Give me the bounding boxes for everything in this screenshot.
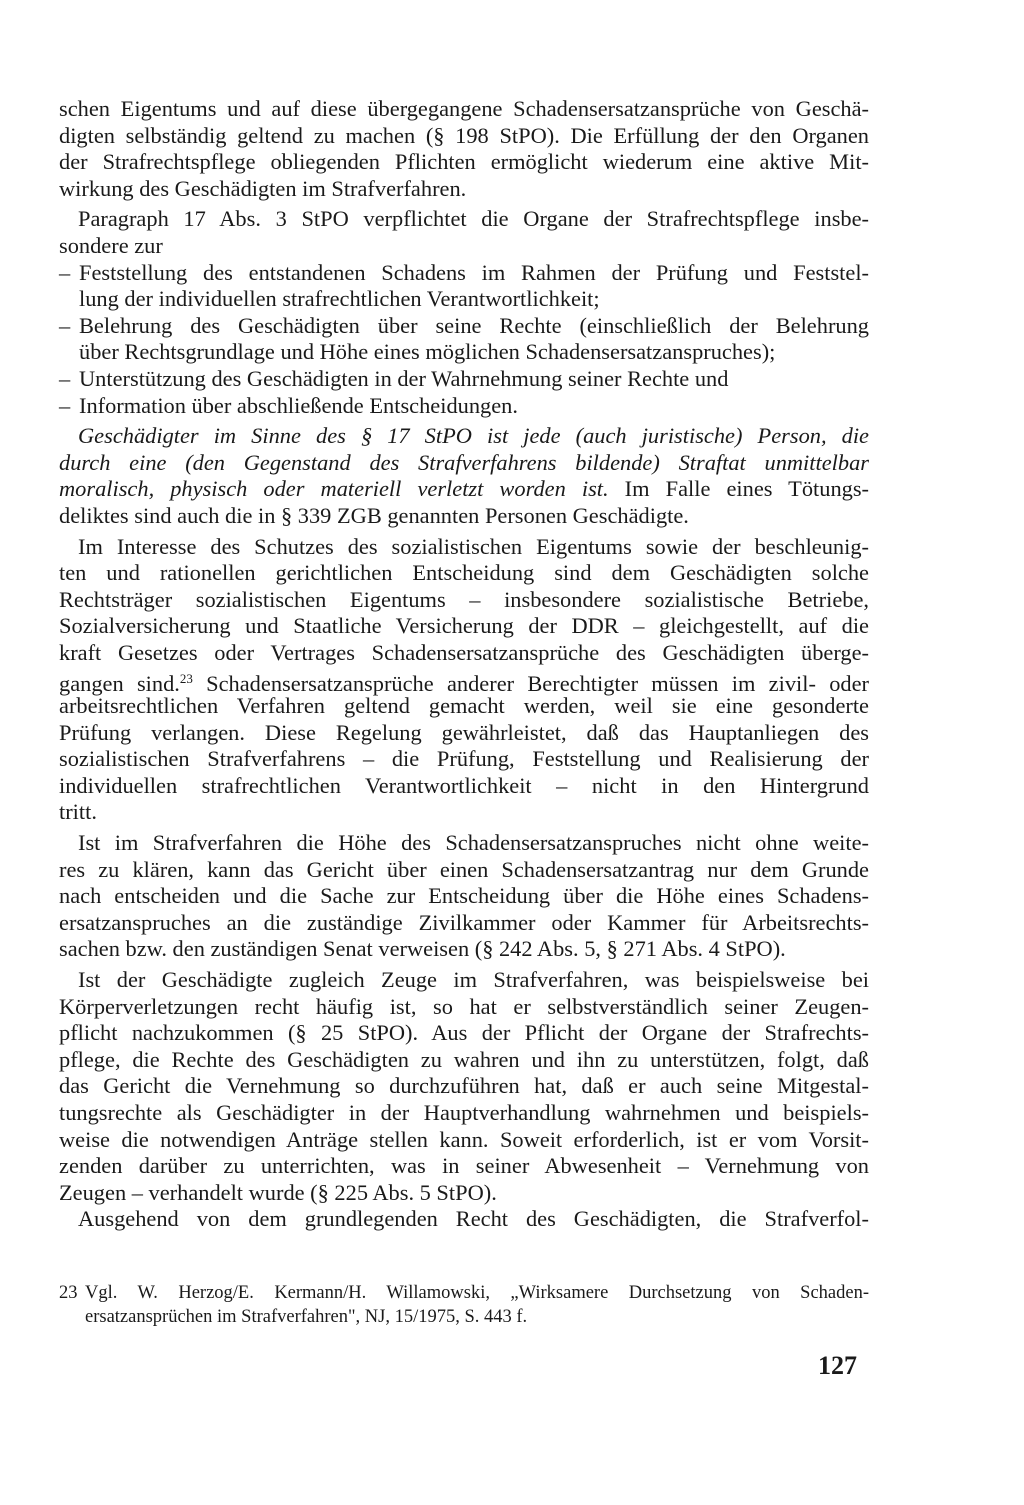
text-line: Geschädigter im Sinne des § 17 StPO ist jede (auch juristische) Person, die (78, 423, 869, 449)
text-line: – Information über abschließende Entscheidungen. (59, 392, 518, 418)
text-line: das Gericht die Vernehmung so durchzuführen hat, daß er auch seine Mitgestal- (59, 1073, 869, 1099)
dash-marker: – (59, 365, 71, 391)
list-item (59, 393, 869, 420)
text-line: deliktes sind auch die in § 339 ZGB genannten Personen Geschädigte. (59, 502, 689, 528)
text-line: Ist im Strafverfahren die Höhe des Schadensersatzanspruches nicht ohne weite- (78, 830, 869, 856)
text-line: Körperverletzungen recht häufig ist, so hat er selbstverständlich seiner Zeugen- (59, 993, 869, 1019)
text-line: weise die notwendigen Anträge stellen kann. Soweit erforderlich, ist er vom Vorsit- (59, 1126, 869, 1152)
list-item (59, 366, 869, 393)
text-line: sondere zur (59, 232, 163, 258)
paragraph-5 (59, 830, 869, 963)
text-line: über Rechtsgrundlage und Höhe eines möglichen Schadensersatzanspruches); (79, 339, 776, 365)
text-line: pflege, die Rechte des Geschädigten zu wahren und ihn zu unterstützen, folgt, daß (59, 1046, 869, 1072)
dash-marker: – (59, 259, 71, 285)
text-line: lung der individuellen strafrechtlichen Verantwortlichkeit; (79, 286, 600, 312)
paragraph-7 (59, 1206, 869, 1233)
text-line: res zu klären, kann das Gericht über einen Schadensersatzantrag nur dem Grunde (59, 856, 869, 882)
text-line: digten selbständig geltend zu machen (§ 198 StPO). Die Erfüllung der den Organen (59, 122, 869, 148)
duties-list (59, 260, 869, 420)
text-line: der Strafrechtspflege obliegenden Pflichten ermöglicht wiederum eine aktive Mit- (59, 149, 869, 175)
text-line: – Belehrung des Geschädigten über seine Rechte (einschließlich der Belehrung (59, 312, 869, 338)
footnotes (59, 1281, 869, 1329)
text-line: ersatzanspruches an die zuständige Zivilkammer oder Kammer für Arbeitsrechts- (59, 909, 869, 935)
text-line: sachen bzw. den zuständigen Senat verweisen (§ 242 Abs. 5, § 271 Abs. 4 StPO). (59, 936, 786, 962)
text-line: – Unterstützung des Geschädigten in der Wahrnehmung seiner Rechte und (59, 365, 729, 391)
paragraph-2 (59, 206, 869, 259)
text-line: individuellen strafrechtlichen Verantwortlichkeit – nicht in den Hintergrund (59, 772, 869, 798)
dash-marker: – (59, 312, 71, 338)
text-line: nach entscheiden und die Sache zur Entscheidung über die Höhe eines Schadens- (59, 883, 869, 909)
footnote-line: ersatzansprüchen im Strafverfahren", NJ, 15/1975, S. 443 f. (85, 1307, 528, 1327)
text-line: Im Interesse des Schutzes des sozialistischen Eigentums sowie der beschleunig- (78, 533, 869, 559)
footnote-line: 23 Vgl. W. Herzog/E. Kermann/H. Willamowski, „Wirksamere Durchsetzung von Schaden- (59, 1283, 869, 1303)
footnote-reference[interactable]: 23 (179, 671, 193, 687)
text-line: Rechtsträger sozialistischen Eigentums – insbesondere sozialistische Betriebe, (59, 586, 869, 612)
text-line: pflicht nachzukommen (§ 25 StPO). Aus der Pflicht der Organe der Strafrechts- (59, 1020, 869, 1046)
dash-marker: – (59, 392, 71, 418)
text-line: kraft Gesetzes oder Vertrages Schadensersatzansprüche des Geschädigten überge- (59, 639, 869, 665)
text-line: Sozialversicherung und Staatliche Versicherung der DDR – gleichgestellt, auf die (59, 613, 869, 639)
text-line: arbeitsrechtlichen Verfahren geltend gemacht werden, weil sie eine gesonderte (59, 693, 869, 719)
text-line: Ist der Geschädigte zugleich Zeuge im Strafverfahren, was beispielsweise bei (78, 967, 869, 992)
text-line: Zeugen – verhandelt wurde (§ 225 Abs. 5 StPO). (59, 1179, 497, 1205)
text-line: zenden darüber zu unterrichten, was in seiner Abwesenheit – Vernehmung von (59, 1153, 869, 1179)
paragraph-6 (59, 967, 869, 1206)
text-line: ten und rationellen gerichtlichen Entscheidung sind dem Geschädigten solche (59, 560, 869, 586)
text-line: moralisch, physisch oder materiell verletzt worden ist. Im Falle eines Tötungs- (59, 476, 870, 502)
page-number: 127 (818, 1351, 857, 1380)
text-line: Ausgehend von dem grundlegenden Recht des Geschädigten, die Strafverfol- (78, 1206, 869, 1232)
paragraph-1 (59, 96, 869, 202)
paragraph-3-definition (59, 423, 869, 529)
text-line: sozialistischen Strafverfahrens – die Prüfung, Feststellung und Realisierung der (59, 746, 869, 772)
text-line: tritt. (59, 799, 97, 825)
text-line: Paragraph 17 Abs. 3 StPO verpflichtet die Organe der Strafrechtspflege insbe- (78, 206, 869, 232)
text-line: Prüfung verlangen. Diese Regelung gewährleistet, daß das Hauptanliegen des (59, 719, 869, 745)
text-line: durch eine (den Gegenstand des Strafverfahrens bildende) Straftat unmittelbar (59, 449, 869, 475)
text-line: schen Eigentums und auf diese übergegangene Schadensersatzansprüche von Geschä- (59, 96, 869, 121)
page-body (59, 96, 869, 1233)
list-item (59, 260, 869, 313)
text-line: gangen sind.$^{23}$ Schadensersatzansprüche anderer Berechtigter müssen im zivil- oder (59, 671, 869, 697)
list-item (59, 313, 869, 366)
paragraph-4 (59, 534, 869, 827)
text-line: wirkung des Geschädigten im Strafverfahren. (59, 175, 467, 201)
footnote-number: 23 (59, 1283, 78, 1303)
text-line: – Feststellung des entstandenen Schadens im Rahmen der Prüfung und Feststel- (59, 259, 869, 285)
text-line: tungsrechte als Geschädigter in der Hauptverhandlung wahrnehmen und beispiels- (59, 1099, 869, 1125)
